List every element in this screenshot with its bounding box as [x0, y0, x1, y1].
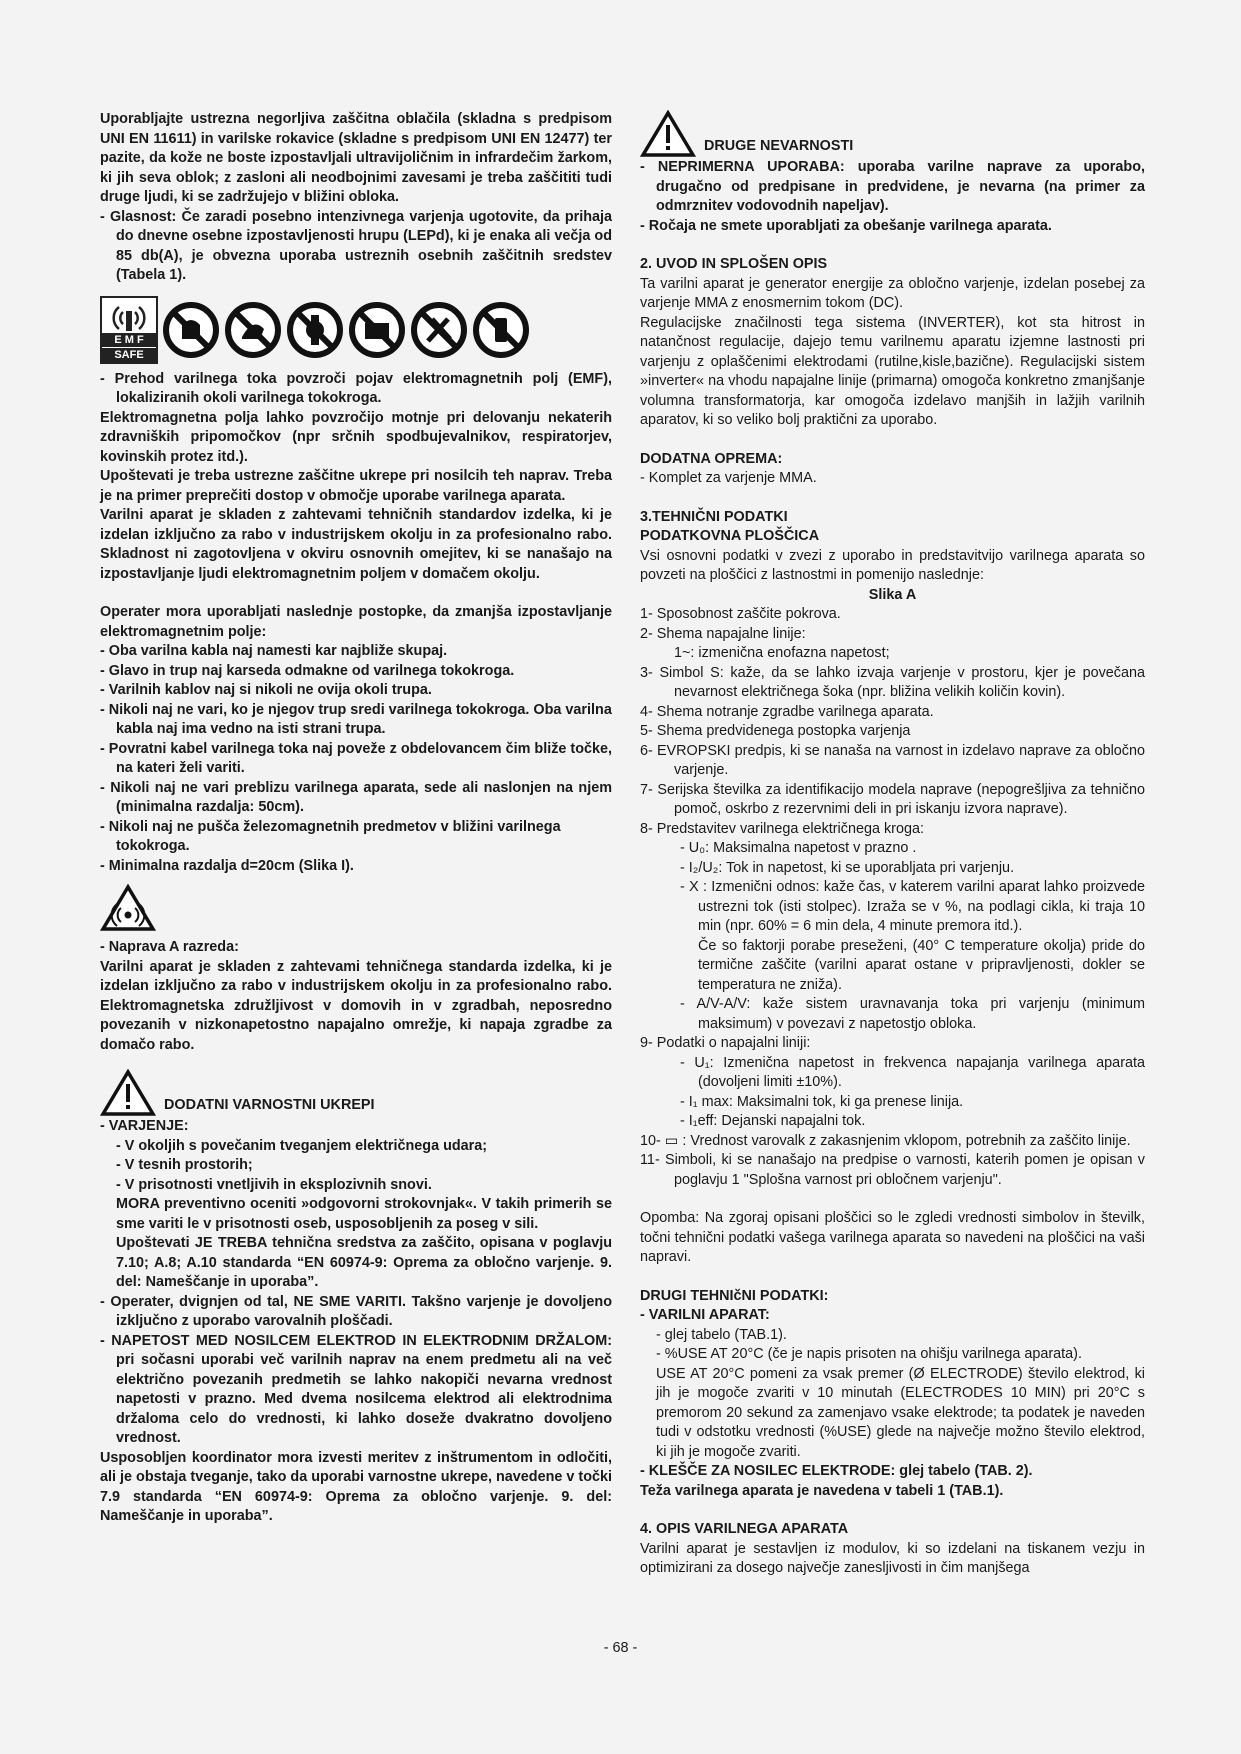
no-watch-icon	[286, 301, 344, 359]
accessories-item: - Komplet za varjenje MMA.	[640, 470, 817, 486]
operator-intro: Operater mora uporabljati naslednje postopke, da zmanjša izpostavljanje elektromagnetnim polje:	[100, 604, 612, 640]
other-hazards-title: DRUGE NEVARNOSTI	[704, 137, 854, 154]
plate-item-2: 2- Shema napajalne linije:	[640, 625, 806, 642]
weight-text: Teža varilnega aparata je navedena v tabeli 1 (TAB.1).	[640, 1482, 1004, 1499]
emf-text-2: Elektromagnetna polja lahko povzročijo motnje pri delovanju nekaterih zdravniških pripomočkov (npr srčnih spodbujevalnikov, respiratorjev, kovinskih protez itd.).	[100, 409, 612, 465]
operator-item: - Varilnih kablov naj si nikoli ne ovija okoli trupa.	[100, 682, 432, 698]
varjenje-title: - VARJENJE:	[100, 1118, 189, 1134]
plate-i2u2: - I₂/U₂: Tok in napetost, ki se uporabljata pri varjenju.	[680, 859, 1015, 876]
class-a-title: - Naprava A razreda:	[100, 939, 239, 955]
figure-label: Slika A	[868, 586, 917, 603]
welder-title: - VARILNI APARAT:	[640, 1307, 770, 1323]
plate-u1: - U₁: Izmenična napetost in frekvenca napajanja varilnega aparata (dovoljeni limiti ±10%).	[680, 1054, 1145, 1090]
operater-text: - Operater, dvignjen od tal, NE SME VARITI. Takšno varjenje je dovoljeno izključno z uporabo varovalnih ploščadi.	[100, 1293, 612, 1329]
section-2-text-2: Regulacijske značilnosti tega sistema (INVERTER), kot sta hitrost in natančnost regulacije, dajejo temu varilnemu aparatu izjemne lastnosti pri varjenju z oplaščenimi elektrodami (rutilne,kisle,bazične). Regulacijski sistem »inverter« na vhodu napajalne linije (primarna) omogoča konkretno zmanjšanje volumna transformatorja, kar omogoča izdelavo manjših in lažjih varilnih aparatov, ki so veliko bolj praktični za uporabo.	[640, 314, 1145, 428]
ppe-icon-row	[100, 296, 612, 364]
use-explanation: USE AT 20°C pomeni za vsak premer (Ø ELECTRODE) število elektrod, ki jih je mogoče zvariti v 10 minutah (ELECTRODES 10 MIN) pri 20°C s premorom 20 sekund za zamenjavo vsake elektrode; ta podatek je naveden tudi v odstotku vrednosti (%USE) glede na največje možno število elektrod, ki jih je mogoče zvariti.	[656, 1365, 1145, 1460]
plate-item-9: 9- Podatki o napajalni liniji:	[640, 1035, 811, 1051]
no-metal-implant-icon	[224, 301, 282, 359]
plate-item-1: 1- Sposobnost zaščite pokrova.	[640, 606, 841, 622]
section-4-text: Varilni aparat je sestavljen iz modulov, ki so izdelani na tiskanem vezju in optimizirani za dosego največje zanesljivosti in čim manjšega	[640, 1540, 1145, 1576]
operator-item: - Nikoli naj ne pušča železomagnetnih predmetov v bližini varilnega tokokroga.	[100, 818, 561, 854]
section-2-text-1: Ta varilni aparat je generator energije za obločno varjenje, izdelan posebej za varjenje MMA z enosmernim tokom (DC).	[640, 275, 1145, 311]
operator-item: - Nikoli naj ne vari preblizu varilnega aparata, sede ali naslonjen na njem (minimalna razdalja: 50cm).	[100, 779, 612, 815]
note-text: Opomba: Na zgoraj opisani ploščici so le zgledi vrednosti simbolov in številk, točni tehnični podatki vašega varilnega aparata so navedeni na ploščici na vaši napravi.	[640, 1210, 1145, 1265]
warning-icon	[100, 1069, 156, 1117]
operator-item: - Minimalna razdalja d=20cm (Slika I).	[100, 857, 354, 874]
emf-safe-icon	[100, 296, 158, 364]
napetost-text: - NAPETOST MED NOSILCEM ELEKTROD IN ELEKTRODNIM DRŽALOM: pri sočasni uporabi več varilnih naprav na enem predmetu ali na več električno povezanih predmetih se lahko nakopiči nevarna vrednost napetosti v prazno. Med dvema nosilcema elektrod ali elektrodnima držaloma celo do vrednosti, ki lahko doseže dvakratno dovoljeno vrednost.	[100, 1332, 612, 1446]
upostevati-text: Upoštevati JE TREBA tehnična sredstva za zaščito, opisana v poglavju 7.10; A.8; A.10 standarda “EN 60974-9: Oprema za obločno varjenje. 9. del: Nameščanje in uporaba”.	[116, 1235, 612, 1290]
no-tools-icon	[410, 301, 468, 359]
plate-item-7: 7- Serijska številka za identifikacijo modela naprave (nepogrešljiva za tehnično pomoč, oskrbo z rezervnimi deli in pri iskanju izvora naprave).	[640, 781, 1145, 817]
plate-x: - X : Izmenični odnos: kaže čas, v katerem varilni aparat lahko proizvede ustrezni tok (isti stolpec). Izraža se v %, na podlagi cikla, ki traja 10 min (npr. 60% = 6 min dela, 4 minute premora itd.).	[680, 879, 1145, 934]
no-pacemaker-icon	[162, 301, 220, 359]
no-card-icon	[348, 301, 406, 359]
plate-item-5: 5- Shema predvidenega postopka varjenja	[640, 723, 911, 739]
plate-item-3: 3- Simbol S: kaže, da se lahko izvaja varjenje v prostoru, kjer je povečana nevarnost električnega šoka (npr. bližina velikih količin kovin).	[640, 664, 1145, 700]
varjenje-item: - V okoljih s povečanim tveganjem električnega udara;	[116, 1137, 488, 1154]
section-2-title: 2. UVOD IN SPLOŠEN OPIS	[640, 256, 828, 272]
safety-heading	[100, 1069, 612, 1117]
emf-label: E M F	[102, 333, 156, 347]
koordinator-text: Usposobljen koordinator mora izvesti meritev z inštrumentom in odločiti, ali je obstaja tveganje, tako da uporabi varnostne ukrepe, navedene v točki 7.9 standarda “EN 60974-9: Oprema za obločno varjenje. 9. del: Nameščanje in uporaba”.	[100, 1449, 612, 1524]
plate-av: - A/V-A/V: kaže sistem uravnavanja toka pri varjenju (minimum maksimum) v povezavi z napetostjo obloka.	[680, 996, 1145, 1032]
plate-i1max: - I₁ max: Maksimalni tok, ki ga prenese linija.	[680, 1093, 964, 1110]
use-note: - %USE AT 20°C (če je napis prisoten na ohišju varilnega aparata).	[656, 1346, 1082, 1362]
section-3-text: Vsi osnovni podatki v zvezi z uporabo in predstavitvijo varilnega aparata so povzeti na ploščici z lastnostmi in pomenijo naslednje:	[640, 547, 1145, 583]
emf-text-1: - Prehod varilnega toka povzroči pojav elektromagnetnih polj (EMF), lokaliziranih okoli varilnega tokokroga.	[100, 370, 612, 406]
plate-item-10: 10- ▭ : Vrednost varovalk z zakasnjenim vklopom, potrebnih za zaščito linije.	[640, 1132, 1131, 1149]
emf-text-3: Upoštevati je treba ustrezne zaščitne ukrepe pri nosilcih teh naprav. Treba je na primer preprečiti dostop v območje uporabe varilnega aparata.	[100, 468, 612, 504]
operator-item: - Oba varilna kabla naj namesti kar najbliže skupaj.	[100, 643, 448, 659]
plate-item-6: 6- EVROPSKI predpis, ki se nanaša na varnost in izdelavo naprave za obločno varjenje.	[640, 742, 1145, 778]
plate-item-11: 11- Simboli, ki se nanašajo na predpise o varnosti, katerih pomen je opisan v poglavju 1 "Splošna varnost pri obločnem varjenju".	[640, 1152, 1145, 1188]
mora-text: MORA preventivno oceniti »odgovorni strokovnjak«. V takih primerih se sme variti le v prisotnosti oseb, usposobljenih za poseg v sili.	[116, 1196, 612, 1232]
warning-icon	[640, 110, 696, 158]
see-table: - glej tabelo (TAB.1).	[656, 1326, 787, 1343]
protective-clothing-text: Uporabljajte ustrezna negorljiva zaščitna oblačila (skladna s predpisom UNI EN 11611) in varilske rokavice (skladne s predpisom UNI EN 12477) ter pazite, da kože ne boste izpostavljali ultravijoličnim in infrardečim žarkom, ki jih seva oblok; z zasloni ali neodbojnimi zavesami je treba zaščititi tudi druge ljudi, ki se zadržujejo v bližini obloka.	[100, 111, 612, 205]
accessories-title: DODATNA OPREMA:	[640, 450, 783, 467]
plate-item-8: 8- Predstavitev varilnega električnega kroga:	[640, 820, 924, 837]
safe-label: SAFE	[102, 347, 156, 362]
no-phone-icon	[472, 301, 530, 359]
plate-item-4: 4- Shema notranje zgradbe varilnega aparata.	[640, 703, 934, 720]
noise-text: - Glasnost: Če zaradi posebno intenzivnega varjenja ugotovite, da prihaja do dnevne osebne izpostavljenosti hrupu (LEPd), ki je enaka ali večja od 85 db(A), je obvezna uporaba ustreznih osebnih zaščitnih sredstev (Tabela 1).	[100, 208, 612, 283]
operator-item: - Povratni kabel varilnega toka naj poveže z obdelovancem čim bliže točke, na kateri želi variti.	[100, 740, 612, 776]
class-a-text: Varilni aparat je skladen z zahtevami tehničnega standarda izdelka, ki je izdelan izključno za rabo v industrijskem okolju in za profesionalno rabo. Elektromagnetska združljivost v domovih in v zgradbah, neposredno povezanih v nizkonapetostno napajalno omrežje, ki napaja zgradbe za domačo rabo.	[100, 958, 612, 1053]
plate-u0: - U₀: Maksimalna napetost v prazno .	[680, 840, 917, 856]
other-hazard-item: - NEPRIMERNA UPORABA: uporaba varilne naprave za uporabo, drugačno od predpisane in predvidene, je nevarna (na primer za odmrznitev vodovodnih napeljav).	[640, 159, 1145, 214]
emf-warning-icon	[100, 884, 156, 932]
plate-x-note: Če so faktorji porabe preseženi, (40° C temperature okolja) pride do termične zaščite (varilni aparat ostane v pripravljenosti, dokler se temperatura ne zniža).	[698, 937, 1145, 993]
plate-item-2a: 1~: izmenična enofazna napetost;	[674, 645, 890, 661]
right-column	[640, 110, 1145, 1579]
emf-text-4: Varilni aparat je skladen z zahtevami tehničnih standardov izdelka, ki je izdelan izključno za rabo v industrijskem okolju in za profesionalno rabo. Skladnost ni zagotovljena v okviru osnovnih omejitev, ki se nanašajo na izpostavljanje ljudi elektromagnetnim poljem v domačem okolju.	[100, 507, 612, 582]
varjenje-item: - V tesnih prostorih;	[116, 1157, 253, 1173]
other-hazard-item: - Ročaja ne smete uporabljati za obešanje varilnega aparata.	[640, 217, 1052, 234]
section-3-title: 3.TEHNIČNI PODATKI	[640, 508, 788, 525]
safety-title: DODATNI VARNOSTNI UKREPI	[164, 1096, 375, 1113]
section-4-title: 4. OPIS VARILNEGA APARATA	[640, 1521, 849, 1537]
section-3-subtitle: PODATKOVNA PLOŠČICA	[640, 528, 820, 544]
plate-i1eff: - I₁eff: Dejanski napajalni tok.	[680, 1113, 866, 1129]
other-hazards-heading	[640, 110, 1145, 158]
other-tech-title: DRUGI TEHNIčNI PODATKI:	[640, 1287, 829, 1304]
varjenje-item: - V prisotnosti vnetljivih in eksplozivnih snovi.	[116, 1176, 432, 1193]
left-column	[100, 110, 612, 1527]
electrode-holder-text: - KLEŠČE ZA NOSILEC ELEKTRODE: glej tabelo (TAB. 2).	[640, 1463, 1033, 1479]
operator-item: - Nikoli naj ne vari, ko je njegov trup sredi varilnega tokokroga. Oba varilna kabla naj ima vedno na isti strani trupa.	[100, 701, 612, 737]
page-number: - 68 -	[603, 1640, 638, 1656]
operator-item: - Glavo in trup naj karseda odmakne od varilnega tokokroga.	[100, 662, 515, 679]
